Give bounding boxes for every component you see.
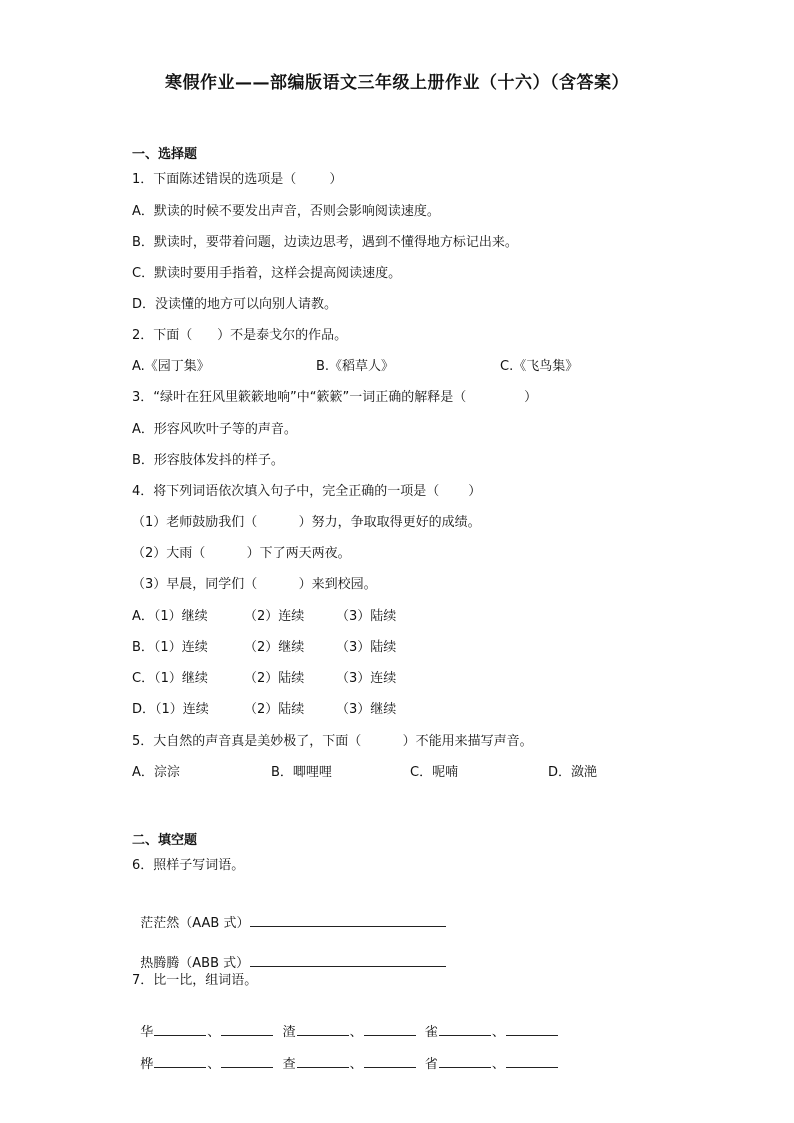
question-6-item-2 [132, 935, 447, 973]
question-1-option-b: B．默读时，要带着问题，边读边思考，遇到不懂得地方标记出来。 [132, 235, 518, 250]
question-2-stem: 2．下面（ ）不是泰戈尔的作品。 [132, 328, 348, 343]
page-title: 寒假作业——部编版语文三年级上册作业（十六）（含答案） [165, 73, 629, 93]
question-7-blank[interactable] [297, 1022, 349, 1036]
question-3-stem: 3．“绿叶在狂风里簌簌地响”中“簌簌”一词正确的解释是（ ） [132, 390, 538, 405]
question-7-char: 查 [282, 1057, 296, 1072]
question-2-option-c: C.《飞鸟集》 [500, 359, 579, 374]
question-6-item-1-label: 茫茫然（AAB 式） [140, 916, 250, 931]
question-5-option-d: D．潋滟 [548, 765, 598, 780]
separator: 、 [349, 1025, 363, 1040]
question-3-option-b: B．形容肢体发抖的样子。 [132, 453, 284, 468]
question-1-option-c: C．默读时要用手指着，这样会提高阅读速度。 [132, 266, 402, 281]
question-4-sentence-2: （2）大雨（ ）下了两天两夜。 [132, 546, 351, 561]
section-heading-choice: 一、选择题 [132, 147, 198, 162]
question-7-blank[interactable] [506, 1054, 558, 1068]
question-6-item-1 [132, 895, 447, 933]
separator: 、 [207, 1025, 221, 1040]
question-1-option-a: A．默读的时候不要发出声音，否则会影响阅读速度。 [132, 204, 440, 219]
question-5-stem: 5．大自然的声音真是美妙极了，下面（ ）不能用来描写声音。 [132, 734, 533, 749]
separator: 、 [491, 1057, 505, 1072]
question-2-option-a: A.《园丁集》 [132, 359, 210, 374]
question-5-option-b: B．唧哩哩 [271, 765, 332, 780]
question-4-option-c-2: （2）陆续 [244, 671, 305, 686]
question-4-option-b-2: （2）继续 [244, 640, 305, 655]
question-4-option-b-1: B．（1）连续 [132, 640, 208, 655]
question-4-option-a-3: （3）陆续 [336, 609, 397, 624]
question-4-option-d-2: （2）陆续 [244, 702, 305, 717]
question-5-option-a: A．淙淙 [132, 765, 180, 780]
question-4-option-d-3: （3）继续 [336, 702, 397, 717]
question-7-blank[interactable] [297, 1054, 349, 1068]
question-3-option-a: A．形容风吹叶子等的声音。 [132, 422, 297, 437]
question-7-blank[interactable] [364, 1022, 416, 1036]
question-4-option-b-3: （3）陆续 [336, 640, 397, 655]
question-6-answer-2[interactable] [250, 953, 446, 967]
separator: 、 [207, 1057, 221, 1072]
question-7-char: 省 [424, 1057, 438, 1072]
question-7-row-2 [132, 1036, 559, 1074]
question-4-sentence-3: （3）早晨，同学们（ ）来到校园。 [132, 577, 377, 592]
question-7-char: 渣 [282, 1025, 296, 1040]
separator: 、 [491, 1025, 505, 1040]
question-7-blank[interactable] [439, 1022, 491, 1036]
question-7-blank[interactable] [221, 1022, 273, 1036]
question-6-stem: 6．照样子写词语。 [132, 858, 245, 873]
question-7-blank[interactable] [221, 1054, 273, 1068]
question-7-char: 雀 [424, 1025, 438, 1040]
question-4-sentence-1: （1）老师鼓励我们（ ）努力，争取取得更好的成绩。 [132, 515, 481, 530]
question-7-blank[interactable] [154, 1022, 206, 1036]
question-1-stem: 1．下面陈述错误的选项是（ ） [132, 172, 343, 187]
question-6-answer-1[interactable] [250, 913, 446, 927]
separator: 、 [349, 1057, 363, 1072]
question-7-stem: 7．比一比，组词语。 [132, 973, 258, 988]
question-4-option-a-1: A．（1）继续 [132, 609, 208, 624]
question-7-char: 华 [140, 1025, 154, 1040]
question-7-blank[interactable] [364, 1054, 416, 1068]
question-4-option-c-3: （3）连续 [336, 671, 397, 686]
section-heading-fill: 二、填空题 [132, 833, 198, 848]
question-7-char: 桦 [140, 1057, 154, 1072]
question-5-option-c: C．呢喃 [410, 765, 459, 780]
question-4-option-d-1: D．（1）连续 [132, 702, 209, 717]
question-4-stem: 4．将下列词语依次填入句子中，完全正确的一项是（ ） [132, 484, 482, 499]
question-4-option-a-2: （2）连续 [244, 609, 305, 624]
question-4-option-c-1: C．（1）继续 [132, 671, 208, 686]
question-6-item-2-label: 热腾腾（ABB 式） [140, 956, 250, 971]
question-7-blank[interactable] [154, 1054, 206, 1068]
question-7-blank[interactable] [439, 1054, 491, 1068]
question-7-blank[interactable] [506, 1022, 558, 1036]
question-2-option-b: B.《稻草人》 [316, 359, 395, 374]
question-1-option-d: D．没读懂的地方可以向别人请教。 [132, 297, 338, 312]
